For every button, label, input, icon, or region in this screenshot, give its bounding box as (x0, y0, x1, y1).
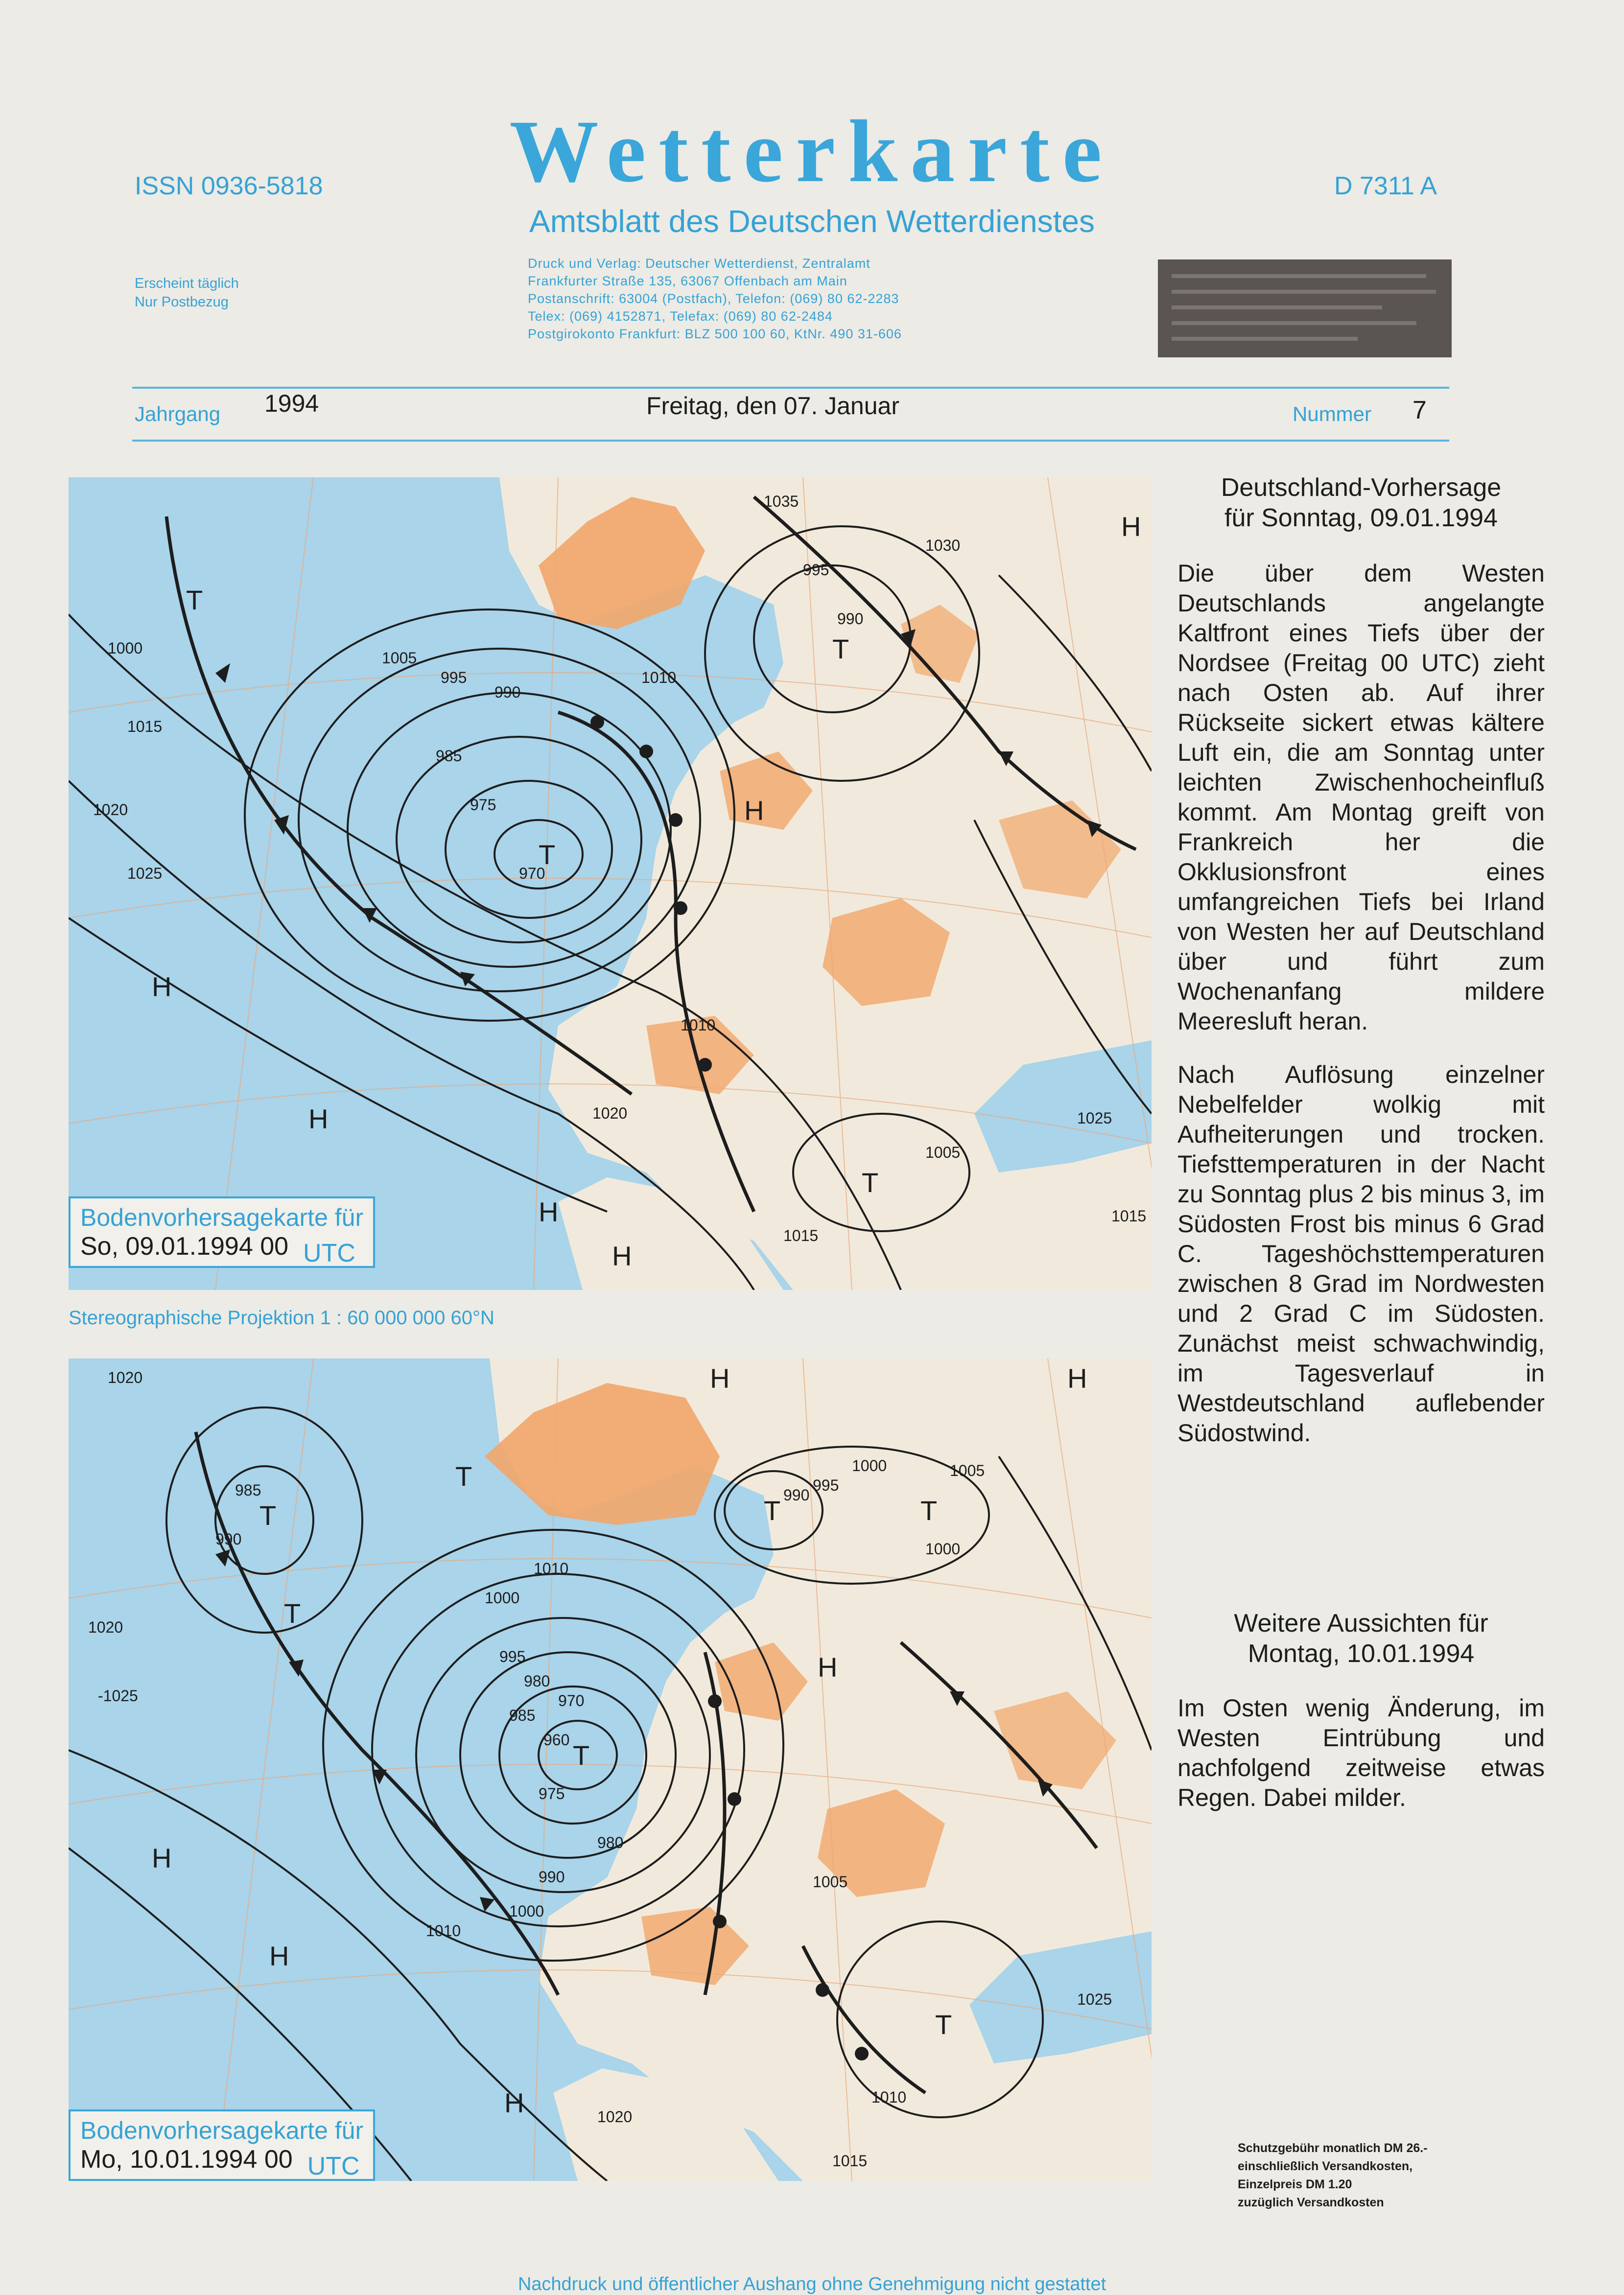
outlook-heading-line: Weitere Aussichten für (1234, 1609, 1488, 1638)
svg-text:1015: 1015 (832, 2152, 868, 2170)
svg-text:H: H (1121, 511, 1141, 542)
postal-code: D 7311 A (1334, 172, 1437, 200)
svg-text:1005: 1005 (950, 1462, 985, 1479)
svg-text:970: 970 (519, 865, 545, 882)
caption-date-value: So, 09.01.1994 00 (80, 1232, 289, 1261)
caption-date-value: Mo, 10.01.1994 00 (80, 2145, 293, 2174)
svg-text:1020: 1020 (592, 1104, 628, 1122)
svg-text:1020: 1020 (108, 1369, 143, 1386)
svg-text:T: T (832, 633, 849, 664)
svg-text:995: 995 (803, 561, 829, 579)
svg-text:T: T (186, 585, 203, 615)
divider-bottom (132, 440, 1449, 442)
reprint-notice: Nachdruck und öffentlicher Aushang ohne Genehmigung nicht gestattet (518, 2274, 1106, 2295)
svg-text:H: H (1067, 1363, 1087, 1394)
imprint-line: Telex: (069) 4152871, Telefax: (069) 80 62-2484 (528, 309, 833, 324)
address-stamp (1158, 259, 1452, 357)
svg-text:990: 990 (783, 1486, 810, 1504)
forecast-heading (1177, 472, 1545, 533)
svg-text:995: 995 (813, 1476, 839, 1494)
caption-date (80, 2145, 363, 2180)
svg-text:985: 985 (509, 1707, 536, 1724)
svg-text:1010: 1010 (871, 2088, 907, 2106)
svg-text:1035: 1035 (764, 492, 799, 510)
imprint-line: Postanschrift: 63004 (Postfach), Telefon: (069) 80 62-2283 (528, 291, 899, 306)
svg-text:1025: 1025 (1077, 1991, 1112, 2008)
svg-text:1000: 1000 (485, 1589, 520, 1607)
nummer-label: Nummer (1293, 402, 1372, 425)
svg-text:H: H (710, 1363, 730, 1394)
forecast-column (1177, 472, 1545, 1448)
svg-text:975: 975 (539, 1785, 565, 1803)
forecast-paragraph: Die über dem Westen Deutschlands angelangte Kaltfront eines Tiefs über der Nordsee (Freitag 00 UTC) zieht nach Osten ab. Auf ihrer Rückseite sickert etwas kältere Luft ein, die am Sonntag unter leichten Zwischenhocheinfluß kommt. Am Montag greift von Frankreich her die Okklusionsfront eines umfangreichen Tiefs bei Irland von Westen her auf Deutschland über und führt zum Wochenanfang mildere Meeresluft heran. (1177, 560, 1545, 1035)
svg-text:985: 985 (436, 747, 462, 765)
svg-text:T: T (764, 1495, 781, 1526)
svg-text:1015: 1015 (783, 1227, 819, 1244)
forecast-heading-line: Deutschland-Vorhersage (1221, 473, 1502, 502)
projection-note: Stereographische Projektion 1 : 60 000 000 60°N (69, 1307, 494, 1329)
fee-line: einschließlich Versandkosten, (1238, 2159, 1413, 2173)
frequency-line: Nur Postbezug (135, 294, 229, 310)
divider-top (132, 387, 1449, 389)
svg-text:1020: 1020 (88, 1618, 123, 1636)
svg-text:T: T (284, 1598, 301, 1629)
svg-text:1005: 1005 (925, 1144, 961, 1161)
svg-text:975: 975 (470, 796, 496, 814)
issue-date: Freitag, den 07. Januar (646, 392, 899, 420)
svg-text:1015: 1015 (127, 718, 163, 735)
svg-text:1020: 1020 (597, 2108, 633, 2126)
publication-frequency (135, 274, 239, 311)
forecast-map-sunday (69, 477, 1152, 1290)
svg-text:1030: 1030 (925, 537, 961, 554)
svg-text:1005: 1005 (382, 649, 417, 667)
weather-map-graphic (69, 477, 1152, 1290)
outlook-heading-line: Montag, 10.01.1994 (1247, 1639, 1475, 1668)
map-caption-monday (69, 2109, 375, 2181)
imprint-line: Postgirokonto Frankfurt: BLZ 500 100 60, KtNr. 490 31-606 (528, 327, 902, 341)
svg-text:H: H (744, 795, 764, 826)
svg-text:H: H (152, 1843, 172, 1873)
fee-line: zuzüglich Versandkosten (1238, 2196, 1384, 2209)
svg-text:990: 990 (539, 1868, 565, 1886)
svg-text:985: 985 (235, 1481, 261, 1499)
svg-text:1000: 1000 (925, 1540, 961, 1558)
caption-utc: UTC (303, 1239, 355, 1267)
svg-text:T: T (539, 839, 556, 870)
fee-line: Einzelpreis DM 1.20 (1238, 2178, 1352, 2191)
forecast-heading-line: für Sonntag, 09.01.1994 (1224, 504, 1498, 532)
svg-text:995: 995 (499, 1648, 526, 1665)
forecast-map-monday (69, 1358, 1152, 2181)
svg-text:990: 990 (215, 1530, 242, 1548)
svg-text:H: H (504, 2087, 524, 2118)
subscription-fee (1238, 2139, 1428, 2212)
svg-text:1010: 1010 (534, 1560, 569, 1577)
svg-text:1000: 1000 (509, 1902, 544, 1920)
svg-text:H: H (308, 1103, 329, 1134)
fee-line: Schutzgebühr monatlich DM 26.- (1238, 2141, 1428, 2155)
svg-text:H: H (152, 971, 172, 1002)
caption-title: Bodenvorhersagekarte für (80, 2117, 364, 2144)
svg-text:1010: 1010 (426, 1922, 461, 1940)
issue-year: 1994 (264, 390, 319, 417)
svg-text:1025: 1025 (127, 865, 163, 882)
svg-text:1000: 1000 (108, 639, 143, 657)
issue-number: 7 (1412, 396, 1427, 424)
svg-text:1010: 1010 (641, 669, 677, 686)
svg-text:990: 990 (494, 683, 521, 701)
svg-text:T: T (259, 1500, 277, 1531)
jahrgang-label: Jahrgang (135, 402, 221, 425)
map-caption-sunday (69, 1196, 375, 1268)
svg-text:T: T (862, 1167, 879, 1198)
svg-text:T: T (935, 2009, 952, 2040)
svg-text:H: H (539, 1196, 559, 1227)
masthead-title: Wetterkarte (509, 102, 1115, 201)
svg-text:T: T (455, 1461, 472, 1492)
caption-title: Bodenvorhersagekarte für (80, 1204, 364, 1231)
forecast-paragraph: Nach Auflösung einzelner Nebelfelder wolkig mit Aufheiterungen und trocken. Tiefsttemperaturen in der Nacht zu Sonntag plus 2 bis minus 3, im Südosten Frost bis minus 6 Grad C. Tageshöchsttemperaturen zwischen 8 Grad im Nordwesten und 2 Grad C im Südosten. Zunächst meist schwachwindig, im Tagesverlauf in Westdeutschland auflebender Südostwind. (1177, 1061, 1545, 1447)
svg-text:1010: 1010 (681, 1016, 716, 1034)
svg-text:980: 980 (597, 1834, 624, 1851)
svg-text:990: 990 (837, 610, 864, 628)
svg-text:T: T (920, 1495, 938, 1526)
svg-text:-1025: -1025 (98, 1687, 138, 1705)
svg-text:970: 970 (558, 1692, 585, 1710)
caption-date (80, 1232, 363, 1267)
caption-utc: UTC (307, 2152, 360, 2180)
svg-text:1020: 1020 (93, 801, 128, 819)
svg-text:995: 995 (441, 669, 467, 686)
imprint-line: Druck und Verlag: Deutscher Wetterdienst, Zentralamt (528, 256, 871, 271)
outlook-paragraph: Im Osten wenig Änderung, im Westen Eintrübung und nachfolgend zeitweise etwas Regen. Dabei milder. (1177, 1694, 1545, 1811)
imprint-line: Frankfurter Straße 135, 63067 Offenbach am Main (528, 274, 847, 288)
weather-map-graphic (69, 1358, 1152, 2181)
imprint (528, 255, 902, 343)
svg-text:T: T (573, 1740, 590, 1771)
svg-text:980: 980 (524, 1672, 550, 1690)
masthead-subtitle: Amtsblatt des Deutschen Wetterdienstes (529, 204, 1095, 239)
outlook-heading (1177, 1608, 1545, 1669)
svg-text:1000: 1000 (852, 1457, 887, 1475)
svg-text:1005: 1005 (813, 1873, 848, 1891)
svg-text:H: H (612, 1241, 632, 1271)
svg-text:1015: 1015 (1111, 1207, 1147, 1225)
svg-text:H: H (818, 1652, 838, 1683)
svg-text:H: H (269, 1941, 289, 1971)
frequency-line: Erscheint täglich (135, 276, 239, 291)
svg-text:960: 960 (543, 1731, 570, 1749)
svg-text:1025: 1025 (1077, 1109, 1112, 1127)
outlook-column (1177, 1608, 1545, 1813)
issn-number: ISSN 0936-5818 (135, 172, 323, 200)
